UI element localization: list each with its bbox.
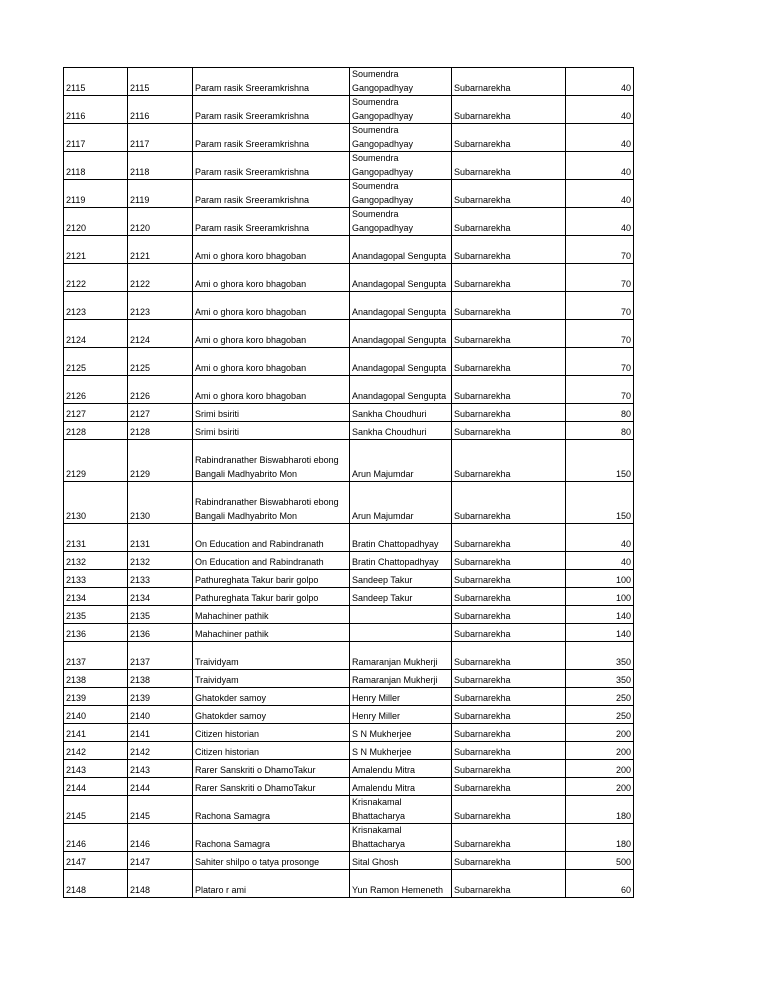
cell-id: 2143 (64, 760, 128, 778)
table-row (64, 68, 634, 96)
cell-author: S N Mukherjee (350, 742, 452, 760)
cell-title: Ghatokder samoy (193, 688, 350, 706)
cell-title: Param rasik Sreeramkrishna (193, 180, 350, 208)
cell-publisher: Subarnarekha (452, 570, 566, 588)
cell-price: 40 (566, 208, 634, 236)
cell-price: 200 (566, 724, 634, 742)
cell-title: Rabindranather Biswabharoti ebong Bangali Madhyabrito Mon (193, 482, 350, 524)
cell-id: 2136 (64, 624, 128, 642)
cell-title: Rarer Sanskriti o DhamoTakur (193, 760, 350, 778)
cell-title: Mahachiner pathik (193, 606, 350, 624)
cell-author: Bratin Chattopadhyay (350, 552, 452, 570)
table-row (64, 440, 634, 482)
table-row (64, 208, 634, 236)
cell-title: Mahachiner pathik (193, 624, 350, 642)
cell-price: 40 (566, 552, 634, 570)
cell-publisher: Subarnarekha (452, 96, 566, 124)
cell-number: 2146 (128, 824, 193, 852)
cell-author: Henry Miller (350, 688, 452, 706)
cell-number: 2135 (128, 606, 193, 624)
cell-number: 2134 (128, 588, 193, 606)
cell-publisher: Subarnarekha (452, 376, 566, 404)
cell-id: 2124 (64, 320, 128, 348)
cell-id: 2132 (64, 552, 128, 570)
cell-number: 2144 (128, 778, 193, 796)
cell-id: 2127 (64, 404, 128, 422)
table-row (64, 742, 634, 760)
cell-publisher: Subarnarekha (452, 404, 566, 422)
cell-title: Ghatokder samoy (193, 706, 350, 724)
cell-number: 2145 (128, 796, 193, 824)
cell-id: 2134 (64, 588, 128, 606)
cell-id: 2145 (64, 796, 128, 824)
cell-publisher: Subarnarekha (452, 264, 566, 292)
table-row (64, 778, 634, 796)
cell-price: 40 (566, 152, 634, 180)
cell-title: Plataro r ami (193, 870, 350, 898)
cell-title: Ami o ghora koro bhagoban (193, 376, 350, 404)
cell-author: Sankha Choudhuri (350, 404, 452, 422)
cell-publisher: Subarnarekha (452, 870, 566, 898)
cell-price: 140 (566, 606, 634, 624)
cell-title: Rabindranather Biswabharoti ebong Bangali Madhyabrito Mon (193, 440, 350, 482)
cell-author (350, 606, 452, 624)
cell-publisher: Subarnarekha (452, 778, 566, 796)
cell-id: 2121 (64, 236, 128, 264)
cell-number: 2140 (128, 706, 193, 724)
cell-publisher: Subarnarekha (452, 706, 566, 724)
cell-title: On Education and Rabindranath (193, 552, 350, 570)
cell-title: On Education and Rabindranath (193, 524, 350, 552)
cell-title: Rachona Samagra (193, 796, 350, 824)
cell-title: Traividyam (193, 642, 350, 670)
cell-title: Ami o ghora koro bhagoban (193, 292, 350, 320)
cell-price: 80 (566, 422, 634, 440)
cell-title: Citizen historian (193, 742, 350, 760)
cell-publisher: Subarnarekha (452, 482, 566, 524)
cell-price: 350 (566, 670, 634, 688)
cell-publisher: Subarnarekha (452, 208, 566, 236)
table-row (64, 852, 634, 870)
cell-number: 2143 (128, 760, 193, 778)
cell-number: 2128 (128, 422, 193, 440)
cell-price: 70 (566, 236, 634, 264)
cell-price: 40 (566, 68, 634, 96)
cell-author: Anandagopal Sengupta (350, 348, 452, 376)
cell-title: Param rasik Sreeramkrishna (193, 96, 350, 124)
cell-author: Arun Majumdar (350, 482, 452, 524)
cell-id: 2123 (64, 292, 128, 320)
cell-publisher: Subarnarekha (452, 524, 566, 552)
table-row (64, 552, 634, 570)
cell-price: 250 (566, 706, 634, 724)
cell-title: Rachona Samagra (193, 824, 350, 852)
cell-author: Bratin Chattopadhyay (350, 524, 452, 552)
cell-title: Ami o ghora koro bhagoban (193, 348, 350, 376)
cell-id: 2126 (64, 376, 128, 404)
cell-number: 2115 (128, 68, 193, 96)
cell-price: 200 (566, 760, 634, 778)
cell-author: Sandeep Takur (350, 588, 452, 606)
table-row (64, 706, 634, 724)
table-row (64, 376, 634, 404)
cell-publisher: Subarnarekha (452, 824, 566, 852)
cell-publisher: Subarnarekha (452, 422, 566, 440)
cell-number: 2116 (128, 96, 193, 124)
cell-title: Param rasik Sreeramkrishna (193, 68, 350, 96)
table-row (64, 482, 634, 524)
cell-publisher: Subarnarekha (452, 292, 566, 320)
cell-publisher: Subarnarekha (452, 624, 566, 642)
cell-price: 70 (566, 292, 634, 320)
cell-title: Pathureghata Takur barir golpo (193, 588, 350, 606)
cell-author: Soumendra Gangopadhyay (350, 180, 452, 208)
cell-author: Amalendu Mitra (350, 760, 452, 778)
cell-title: Param rasik Sreeramkrishna (193, 124, 350, 152)
cell-id: 2133 (64, 570, 128, 588)
cell-number: 2126 (128, 376, 193, 404)
table-row (64, 422, 634, 440)
cell-price: 70 (566, 320, 634, 348)
cell-number: 2119 (128, 180, 193, 208)
cell-publisher: Subarnarekha (452, 180, 566, 208)
cell-price: 500 (566, 852, 634, 870)
cell-number: 2148 (128, 870, 193, 898)
cell-id: 2130 (64, 482, 128, 524)
table-row (64, 724, 634, 742)
cell-author: Krisnakamal Bhattacharya (350, 796, 452, 824)
cell-publisher: Subarnarekha (452, 760, 566, 778)
cell-price: 80 (566, 404, 634, 422)
cell-author: Sankha Choudhuri (350, 422, 452, 440)
table-row (64, 348, 634, 376)
cell-title: Param rasik Sreeramkrishna (193, 152, 350, 180)
cell-price: 40 (566, 124, 634, 152)
cell-publisher: Subarnarekha (452, 236, 566, 264)
cell-author: Anandagopal Sengupta (350, 376, 452, 404)
cell-id: 2147 (64, 852, 128, 870)
cell-id: 2146 (64, 824, 128, 852)
table-row (64, 320, 634, 348)
cell-price: 350 (566, 642, 634, 670)
cell-number: 2136 (128, 624, 193, 642)
cell-price: 60 (566, 870, 634, 898)
cell-number: 2133 (128, 570, 193, 588)
cell-number: 2127 (128, 404, 193, 422)
cell-title: Traividyam (193, 670, 350, 688)
cell-price: 100 (566, 588, 634, 606)
cell-title: Ami o ghora koro bhagoban (193, 264, 350, 292)
table-row (64, 824, 634, 852)
cell-number: 2121 (128, 236, 193, 264)
cell-publisher: Subarnarekha (452, 642, 566, 670)
cell-price: 70 (566, 376, 634, 404)
cell-author: Amalendu Mitra (350, 778, 452, 796)
cell-id: 2131 (64, 524, 128, 552)
cell-price: 150 (566, 482, 634, 524)
cell-title: Ami o ghora koro bhagoban (193, 320, 350, 348)
cell-id: 2139 (64, 688, 128, 706)
catalog-table (63, 67, 634, 898)
cell-title: Citizen historian (193, 724, 350, 742)
cell-id: 2142 (64, 742, 128, 760)
cell-id: 2125 (64, 348, 128, 376)
table-row (64, 180, 634, 208)
cell-number: 2125 (128, 348, 193, 376)
cell-id: 2148 (64, 870, 128, 898)
cell-id: 2129 (64, 440, 128, 482)
cell-number: 2138 (128, 670, 193, 688)
cell-publisher: Subarnarekha (452, 688, 566, 706)
cell-number: 2131 (128, 524, 193, 552)
cell-number: 2124 (128, 320, 193, 348)
cell-price: 180 (566, 796, 634, 824)
cell-author (350, 624, 452, 642)
cell-author: Sandeep Takur (350, 570, 452, 588)
table-row (64, 760, 634, 778)
cell-author: Anandagopal Sengupta (350, 292, 452, 320)
cell-publisher: Subarnarekha (452, 440, 566, 482)
table-row (64, 588, 634, 606)
cell-author: Anandagopal Sengupta (350, 236, 452, 264)
cell-author: Anandagopal Sengupta (350, 320, 452, 348)
cell-number: 2132 (128, 552, 193, 570)
cell-author: Ramaranjan Mukherji (350, 642, 452, 670)
cell-number: 2117 (128, 124, 193, 152)
catalog-rows (64, 68, 634, 898)
table-row (64, 264, 634, 292)
cell-publisher: Subarnarekha (452, 124, 566, 152)
cell-author: Henry Miller (350, 706, 452, 724)
cell-author: Anandagopal Sengupta (350, 264, 452, 292)
cell-id: 2144 (64, 778, 128, 796)
cell-author: Soumendra Gangopadhyay (350, 68, 452, 96)
cell-author: S N Mukherjee (350, 724, 452, 742)
cell-publisher: Subarnarekha (452, 796, 566, 824)
cell-number: 2130 (128, 482, 193, 524)
cell-id: 2128 (64, 422, 128, 440)
cell-publisher: Subarnarekha (452, 152, 566, 180)
cell-publisher: Subarnarekha (452, 852, 566, 870)
cell-publisher: Subarnarekha (452, 68, 566, 96)
cell-number: 2142 (128, 742, 193, 760)
cell-author: Soumendra Gangopadhyay (350, 124, 452, 152)
cell-price: 100 (566, 570, 634, 588)
table-row (64, 606, 634, 624)
cell-id: 2120 (64, 208, 128, 236)
cell-author: Krisnakamal Bhattacharya (350, 824, 452, 852)
cell-title: Sahiter shilpo o tatya prosonge (193, 852, 350, 870)
cell-price: 200 (566, 778, 634, 796)
cell-number: 2122 (128, 264, 193, 292)
cell-price: 70 (566, 264, 634, 292)
cell-title: Pathureghata Takur barir golpo (193, 570, 350, 588)
cell-id: 2117 (64, 124, 128, 152)
cell-price: 40 (566, 96, 634, 124)
cell-price: 40 (566, 524, 634, 552)
cell-number: 2120 (128, 208, 193, 236)
cell-id: 2138 (64, 670, 128, 688)
cell-number: 2139 (128, 688, 193, 706)
cell-id: 2137 (64, 642, 128, 670)
table-row (64, 124, 634, 152)
table-row (64, 670, 634, 688)
table-row (64, 624, 634, 642)
cell-publisher: Subarnarekha (452, 724, 566, 742)
table-row (64, 688, 634, 706)
table-row (64, 152, 634, 180)
cell-price: 200 (566, 742, 634, 760)
cell-author: Ramaranjan Mukherji (350, 670, 452, 688)
table-row (64, 524, 634, 552)
cell-author: Soumendra Gangopadhyay (350, 208, 452, 236)
cell-id: 2115 (64, 68, 128, 96)
cell-id: 2116 (64, 96, 128, 124)
cell-price: 40 (566, 180, 634, 208)
cell-author: Sital Ghosh (350, 852, 452, 870)
cell-number: 2123 (128, 292, 193, 320)
cell-price: 140 (566, 624, 634, 642)
cell-title: Srimi bsiriti (193, 422, 350, 440)
cell-number: 2129 (128, 440, 193, 482)
cell-id: 2141 (64, 724, 128, 742)
cell-publisher: Subarnarekha (452, 348, 566, 376)
cell-id: 2119 (64, 180, 128, 208)
table-row (64, 236, 634, 264)
cell-publisher: Subarnarekha (452, 742, 566, 760)
cell-id: 2135 (64, 606, 128, 624)
cell-id: 2122 (64, 264, 128, 292)
cell-publisher: Subarnarekha (452, 552, 566, 570)
cell-author: Arun Majumdar (350, 440, 452, 482)
cell-author: Soumendra Gangopadhyay (350, 152, 452, 180)
cell-number: 2141 (128, 724, 193, 742)
cell-id: 2118 (64, 152, 128, 180)
cell-title: Ami o ghora koro bhagoban (193, 236, 350, 264)
cell-publisher: Subarnarekha (452, 320, 566, 348)
cell-author: Soumendra Gangopadhyay (350, 96, 452, 124)
cell-title: Rarer Sanskriti o DhamoTakur (193, 778, 350, 796)
cell-price: 250 (566, 688, 634, 706)
cell-number: 2137 (128, 642, 193, 670)
cell-id: 2140 (64, 706, 128, 724)
table-row (64, 570, 634, 588)
table-row (64, 404, 634, 422)
cell-number: 2147 (128, 852, 193, 870)
cell-publisher: Subarnarekha (452, 588, 566, 606)
table-row (64, 796, 634, 824)
table-row (64, 292, 634, 320)
table-row (64, 642, 634, 670)
cell-publisher: Subarnarekha (452, 670, 566, 688)
cell-title: Srimi bsiriti (193, 404, 350, 422)
cell-author: Yun Ramon Hemeneth (350, 870, 452, 898)
cell-title: Param rasik Sreeramkrishna (193, 208, 350, 236)
cell-number: 2118 (128, 152, 193, 180)
cell-price: 150 (566, 440, 634, 482)
cell-publisher: Subarnarekha (452, 606, 566, 624)
cell-price: 70 (566, 348, 634, 376)
table-row (64, 96, 634, 124)
cell-price: 180 (566, 824, 634, 852)
table-row (64, 870, 634, 898)
